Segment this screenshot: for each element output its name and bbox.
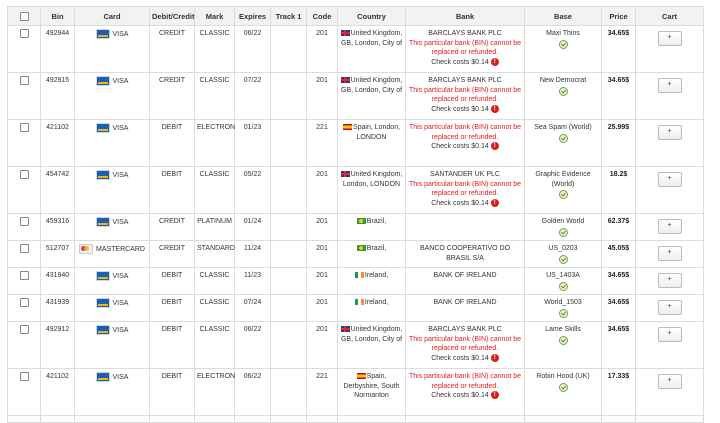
bank-cell xyxy=(406,369,525,416)
cart-cell xyxy=(636,322,704,369)
row-select-cell xyxy=(8,120,41,167)
cart-cell xyxy=(636,295,704,322)
row-checkbox[interactable] xyxy=(20,244,29,253)
flag-es-icon xyxy=(357,373,366,379)
flag-gb-icon xyxy=(341,77,350,83)
row-checkbox[interactable] xyxy=(20,271,29,280)
card-cell xyxy=(75,167,150,214)
price-cell: 34.65$ xyxy=(602,295,636,322)
add-to-cart-button[interactable]: + xyxy=(658,327,682,342)
add-to-cart-button[interactable]: + xyxy=(658,172,682,187)
check-valid-icon xyxy=(559,282,568,291)
bank-name: BARCLAYS BANK PLC xyxy=(428,77,502,84)
track1-cell xyxy=(271,167,307,214)
flag-es-icon xyxy=(343,124,352,130)
mark-cell: CLASSIC xyxy=(195,268,235,295)
card-brand: VISA xyxy=(112,171,129,179)
card-brand: VISA xyxy=(112,30,129,38)
code-cell: 201 xyxy=(307,73,338,120)
exclamation-icon[interactable]: ! xyxy=(491,199,499,207)
add-to-cart-button[interactable]: + xyxy=(658,31,682,46)
price-cell: 34.65$ xyxy=(602,73,636,120)
bin-cell: 431939 xyxy=(41,295,75,322)
bank-cell xyxy=(406,73,525,120)
check-valid-icon xyxy=(559,40,568,49)
country-text: United Kingdom, GB, London, City of xyxy=(340,77,403,94)
column-header[interactable]: Debit/Credit xyxy=(150,7,195,26)
country-cell xyxy=(338,167,406,214)
base-name: Golden World xyxy=(541,218,585,225)
base-name: US_1403A xyxy=(546,272,580,279)
row-select-cell xyxy=(8,167,41,214)
flag-ie-icon xyxy=(355,272,364,278)
bank-cell xyxy=(406,167,525,214)
country-text: United Kingdom, London, LONDON xyxy=(342,171,403,188)
country-cell xyxy=(338,120,406,167)
mark-cell: CLASSIC xyxy=(195,295,235,322)
check-cost: Check costs $0.14 ! xyxy=(408,105,522,115)
exclamation-icon[interactable]: ! xyxy=(491,391,499,399)
debit-credit-cell: CREDIT xyxy=(150,73,195,120)
mark-cell: ELECTRON xyxy=(195,120,235,167)
track1-cell xyxy=(271,369,307,416)
bank-name: BANCO COOPERATIVO DO BRASIL S/A xyxy=(419,245,511,262)
table-row xyxy=(8,295,704,322)
price-cell: 34.65$ xyxy=(602,322,636,369)
row-checkbox[interactable] xyxy=(20,298,29,307)
debit-credit-cell: DEBIT xyxy=(150,120,195,167)
country-text: Brazil, xyxy=(366,245,387,252)
country-text: United Kingdom, GB, London, City of xyxy=(340,30,403,47)
check-valid-icon xyxy=(559,336,568,345)
check-cost: Check costs $0.14 ! xyxy=(408,142,522,152)
track1-cell xyxy=(271,322,307,369)
price-cell: 25.99$ xyxy=(602,120,636,167)
country-cell xyxy=(338,295,406,322)
country-cell xyxy=(338,268,406,295)
country-text: Spain, London, LONDON xyxy=(352,124,401,141)
country-cell xyxy=(338,73,406,120)
bank-cell xyxy=(406,268,525,295)
mark-cell: CLASSIC xyxy=(195,167,235,214)
row-checkbox[interactable] xyxy=(20,372,29,381)
code-cell: 221 xyxy=(307,369,338,416)
select-all-header xyxy=(8,7,41,26)
card-cell xyxy=(75,26,150,73)
flag-gb-icon xyxy=(341,30,350,36)
expires-cell: 05/22 xyxy=(235,167,271,214)
card-brand: VISA xyxy=(112,299,129,307)
base-name: Robin Hood (UK) xyxy=(536,373,590,380)
code-cell: 201 xyxy=(307,167,338,214)
expires-cell: 06/22 xyxy=(235,26,271,73)
table-row xyxy=(8,120,704,167)
partial-cell xyxy=(150,416,195,423)
card-cell xyxy=(75,73,150,120)
table-row xyxy=(8,167,704,214)
base-cell xyxy=(525,26,602,73)
partial-cell xyxy=(195,416,235,423)
track1-cell xyxy=(271,268,307,295)
table-row xyxy=(8,416,704,423)
card-cell xyxy=(75,241,150,268)
visa-icon xyxy=(96,123,110,133)
base-name: Maxi Thins xyxy=(546,30,580,37)
expires-cell: 07/24 xyxy=(235,295,271,322)
check-cost: Check costs $0.14 ! xyxy=(408,391,522,401)
base-cell xyxy=(525,120,602,167)
row-checkbox[interactable] xyxy=(20,325,29,334)
base-cell xyxy=(525,369,602,416)
row-select-cell xyxy=(8,26,41,73)
country-cell xyxy=(338,26,406,73)
expires-cell: 07/22 xyxy=(235,73,271,120)
column-header[interactable]: Country xyxy=(338,7,406,26)
cart-cell xyxy=(636,167,704,214)
table-body xyxy=(8,26,704,423)
row-select-cell xyxy=(8,214,41,241)
check-valid-icon xyxy=(559,383,568,392)
country-cell xyxy=(338,241,406,268)
expires-cell: 06/22 xyxy=(235,369,271,416)
bank-warning: This particular bank (BIN) cannot be replaced or refunded. xyxy=(408,124,522,141)
track1-cell xyxy=(271,295,307,322)
code-cell: 221 xyxy=(307,120,338,167)
code-cell: 201 xyxy=(307,214,338,241)
base-name: Lame Skills xyxy=(545,326,581,333)
code-cell: 201 xyxy=(307,295,338,322)
row-select-cell xyxy=(8,268,41,295)
visa-icon xyxy=(96,76,110,86)
row-select-cell xyxy=(8,369,41,416)
bin-cell: 421102 xyxy=(41,120,75,167)
mark-cell: CLASSIC xyxy=(195,73,235,120)
bin-cell: 459316 xyxy=(41,214,75,241)
check-valid-icon xyxy=(559,228,568,237)
code-cell: 201 xyxy=(307,241,338,268)
cart-cell xyxy=(636,73,704,120)
debit-credit-cell: CREDIT xyxy=(150,241,195,268)
exclamation-icon[interactable]: ! xyxy=(491,354,499,362)
cart-cell xyxy=(636,214,704,241)
base-cell xyxy=(525,268,602,295)
base-name: US_0203 xyxy=(548,245,578,252)
price-cell: 45.05$ xyxy=(602,241,636,268)
bin-cell: 454742 xyxy=(41,167,75,214)
partial-cell xyxy=(602,416,636,423)
bin-cell: 492912 xyxy=(41,322,75,369)
visa-icon xyxy=(96,298,110,308)
bin-cell: 492944 xyxy=(41,26,75,73)
row-select-cell xyxy=(8,73,41,120)
card-brand: MASTERCARD xyxy=(95,245,145,253)
results-table-container xyxy=(7,6,695,423)
card-brand: VISA xyxy=(112,272,129,280)
expires-cell: 01/24 xyxy=(235,214,271,241)
row-checkbox[interactable] xyxy=(20,76,29,85)
add-to-cart-button[interactable]: + xyxy=(658,125,682,140)
bank-cell xyxy=(406,26,525,73)
flag-gb-icon xyxy=(341,171,350,177)
visa-icon xyxy=(96,271,110,281)
code-cell: 201 xyxy=(307,268,338,295)
column-header[interactable]: Mark xyxy=(195,7,235,26)
partial-cell xyxy=(307,416,338,423)
track1-cell xyxy=(271,241,307,268)
bank-warning: This particular bank (BIN) cannot be replaced or refunded. xyxy=(408,86,522,103)
bank-warning: This particular bank (BIN) cannot be replaced or refunded. xyxy=(408,373,522,390)
debit-credit-cell: CREDIT xyxy=(150,26,195,73)
check-valid-icon xyxy=(559,87,568,96)
visa-icon xyxy=(96,29,110,39)
column-header[interactable]: Cart xyxy=(636,7,704,26)
expires-cell: 11/24 xyxy=(235,241,271,268)
bank-cell xyxy=(406,295,525,322)
exclamation-icon[interactable]: ! xyxy=(491,105,499,113)
bank-warning: This particular bank (BIN) cannot be replaced or refunded. xyxy=(408,335,522,352)
check-valid-icon xyxy=(559,134,568,143)
row-select-cell xyxy=(8,295,41,322)
debit-credit-cell: DEBIT xyxy=(150,322,195,369)
visa-icon xyxy=(96,372,110,382)
cart-cell xyxy=(636,120,704,167)
country-text: Brazil, xyxy=(366,218,387,225)
base-name: Graphic Evidence (World) xyxy=(535,171,591,188)
visa-icon xyxy=(96,217,110,227)
bank-name: BANK OF IRELAND xyxy=(433,272,497,279)
flag-gb-icon xyxy=(341,326,350,332)
cart-cell xyxy=(636,26,704,73)
track1-cell xyxy=(271,214,307,241)
bank-name: BARCLAYS BANK PLC xyxy=(428,30,502,37)
card-cell xyxy=(75,295,150,322)
card-cell xyxy=(75,369,150,416)
row-checkbox[interactable] xyxy=(20,123,29,132)
bins-table xyxy=(7,6,704,423)
exclamation-icon[interactable]: ! xyxy=(491,142,499,150)
add-to-cart-button[interactable]: + xyxy=(658,273,682,288)
bank-name: BARCLAYS BANK PLC xyxy=(428,326,502,333)
expires-cell: 01/23 xyxy=(235,120,271,167)
bank-cell xyxy=(406,241,525,268)
card-brand: VISA xyxy=(112,218,129,226)
expires-cell: 06/22 xyxy=(235,322,271,369)
check-cost: Check costs $0.14 ! xyxy=(408,354,522,364)
add-to-cart-button[interactable]: + xyxy=(658,78,682,93)
country-cell xyxy=(338,322,406,369)
base-cell xyxy=(525,214,602,241)
cart-cell xyxy=(636,268,704,295)
row-checkbox[interactable] xyxy=(20,217,29,226)
check-cost: Check costs $0.14 ! xyxy=(408,199,522,209)
country-text: United Kingdom, GB, London, City of xyxy=(340,326,403,343)
debit-credit-cell: DEBIT xyxy=(150,268,195,295)
mark-cell: ELECTRON xyxy=(195,369,235,416)
flag-ie-icon xyxy=(355,299,364,305)
base-name: World_1503 xyxy=(544,299,582,306)
expires-cell: 11/23 xyxy=(235,268,271,295)
bin-cell: 431940 xyxy=(41,268,75,295)
exclamation-icon[interactable]: ! xyxy=(491,58,499,66)
partial-cell xyxy=(41,416,75,423)
column-header[interactable]: Price xyxy=(602,7,636,26)
debit-credit-cell: DEBIT xyxy=(150,295,195,322)
table-row xyxy=(8,322,704,369)
bin-cell: 512707 xyxy=(41,241,75,268)
row-checkbox[interactable] xyxy=(20,170,29,179)
check-cost: Check costs $0.14 ! xyxy=(408,58,522,68)
base-cell xyxy=(525,73,602,120)
bank-cell xyxy=(406,214,525,241)
visa-icon xyxy=(96,325,110,335)
country-text: Spain, Derbyshire, South Normanton xyxy=(343,373,400,399)
flag-br-icon xyxy=(357,245,366,251)
row-checkbox[interactable] xyxy=(20,29,29,38)
bank-cell xyxy=(406,322,525,369)
debit-credit-cell: DEBIT xyxy=(150,369,195,416)
code-cell: 201 xyxy=(307,322,338,369)
partial-cell xyxy=(271,416,307,423)
partial-cell xyxy=(338,416,406,423)
add-to-cart-button[interactable]: + xyxy=(658,219,682,234)
country-text: Ireland, xyxy=(364,272,389,279)
partial-cell xyxy=(75,416,150,423)
row-select-cell xyxy=(8,322,41,369)
add-to-cart-button[interactable]: + xyxy=(658,300,682,315)
country-cell xyxy=(338,369,406,416)
mark-cell: PLATINUM xyxy=(195,214,235,241)
column-header[interactable]: Expires xyxy=(235,7,271,26)
bank-name: SANTANDER UK PLC xyxy=(430,171,500,178)
bank-name: BANK OF IRELAND xyxy=(433,299,497,306)
column-header[interactable]: Track 1 xyxy=(271,7,307,26)
column-header[interactable]: Card xyxy=(75,7,150,26)
base-cell xyxy=(525,167,602,214)
bank-warning: This particular bank (BIN) cannot be replaced or refunded. xyxy=(408,39,522,56)
column-header[interactable]: Code xyxy=(307,7,338,26)
bin-cell: 492915 xyxy=(41,73,75,120)
row-select-cell xyxy=(8,241,41,268)
card-cell xyxy=(75,268,150,295)
card-cell xyxy=(75,120,150,167)
column-header[interactable]: Bin xyxy=(41,7,75,26)
visa-icon xyxy=(96,170,110,180)
cart-cell xyxy=(636,369,704,416)
partial-cell xyxy=(525,416,602,423)
check-valid-icon xyxy=(559,309,568,318)
code-cell: 201 xyxy=(307,26,338,73)
check-valid-icon xyxy=(559,255,568,264)
table-row xyxy=(8,26,704,73)
check-valid-icon xyxy=(559,190,568,199)
bank-warning: This particular bank (BIN) cannot be replaced or refunded. xyxy=(408,180,522,197)
bank-cell xyxy=(406,120,525,167)
country-text: Ireland, xyxy=(364,299,389,306)
mark-cell: CLASSIC xyxy=(195,322,235,369)
mark-cell: CLASSIC xyxy=(195,26,235,73)
partial-cell xyxy=(8,416,41,423)
debit-credit-cell: DEBIT xyxy=(150,167,195,214)
card-cell xyxy=(75,322,150,369)
price-cell: 18.2$ xyxy=(602,167,636,214)
track1-cell xyxy=(271,73,307,120)
debit-credit-cell: CREDIT xyxy=(150,214,195,241)
base-name: New Democrat xyxy=(539,77,587,84)
base-cell xyxy=(525,322,602,369)
price-cell: 62.37$ xyxy=(602,214,636,241)
price-cell: 34.65$ xyxy=(602,26,636,73)
select-all-checkbox[interactable] xyxy=(20,12,29,21)
mastercard-icon xyxy=(79,244,93,254)
table-row xyxy=(8,241,704,268)
track1-cell xyxy=(271,26,307,73)
base-cell xyxy=(525,295,602,322)
base-cell xyxy=(525,241,602,268)
base-name: Sea Spam (World) xyxy=(534,124,592,131)
card-brand: VISA xyxy=(112,373,129,381)
card-brand: VISA xyxy=(112,124,129,132)
price-cell: 17.33$ xyxy=(602,369,636,416)
table-row xyxy=(8,268,704,295)
table-row xyxy=(8,73,704,120)
card-brand: VISA xyxy=(112,326,129,334)
flag-br-icon xyxy=(357,218,366,224)
card-cell xyxy=(75,214,150,241)
mark-cell: STANDARD xyxy=(195,241,235,268)
partial-cell xyxy=(406,416,525,423)
bin-cell: 421102 xyxy=(41,369,75,416)
add-to-cart-button[interactable]: + xyxy=(658,374,682,389)
cart-cell xyxy=(636,241,704,268)
column-header[interactable]: Bank xyxy=(406,7,525,26)
partial-cell xyxy=(636,416,704,423)
table-row xyxy=(8,369,704,416)
table-row xyxy=(8,214,704,241)
price-cell: 34.65$ xyxy=(602,268,636,295)
column-header[interactable]: Base xyxy=(525,7,602,26)
country-cell xyxy=(338,214,406,241)
add-to-cart-button[interactable]: + xyxy=(658,246,682,261)
card-brand: VISA xyxy=(112,77,129,85)
track1-cell xyxy=(271,120,307,167)
partial-cell xyxy=(235,416,271,423)
table-header-row xyxy=(8,7,704,26)
